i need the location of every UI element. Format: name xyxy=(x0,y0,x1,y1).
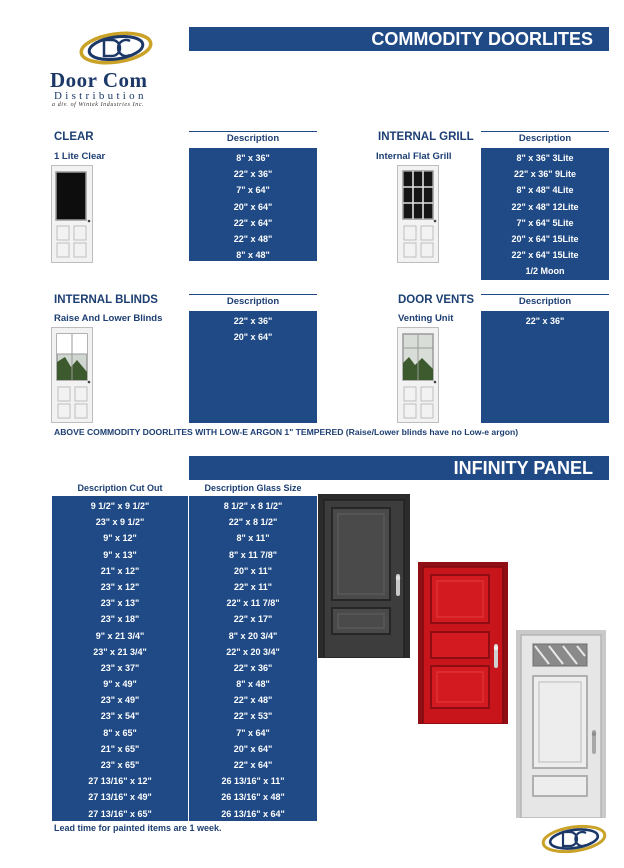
table-row: 23" x 18" xyxy=(100,614,140,625)
list-item: 8" x 48" 4Lite xyxy=(516,185,574,196)
table-row: 8" x 11" xyxy=(236,533,270,544)
table-row: 22" x 64" xyxy=(233,760,273,770)
list-item: 7" x 64" xyxy=(236,185,270,196)
table-row: 23" x 13" xyxy=(100,598,140,609)
table-row: 8" x 11 7/8" xyxy=(228,549,278,560)
door-vents-subtitle: Venting Unit xyxy=(398,313,454,324)
table-row: 9 1/2" x 9 1/2" xyxy=(90,501,150,511)
table-row: 22" x 17" xyxy=(233,614,273,625)
table-row: 20" x 11" xyxy=(233,565,273,576)
clear-description-list xyxy=(189,148,317,261)
table-row: 21" x 12" xyxy=(100,565,140,576)
table-row: 27 13/16" x 49" xyxy=(88,792,152,803)
infinity-red-door-image xyxy=(418,562,508,724)
table-row: 8" x 48" xyxy=(236,679,270,690)
table-row: 26 13/16" x 48" xyxy=(221,792,285,803)
clear-description-header: Description xyxy=(189,131,317,147)
internal-grill-door-image xyxy=(397,165,439,263)
table-row: 22" x 53" xyxy=(233,711,273,722)
table-row: 8 1/2" x 8 1/2" xyxy=(223,501,283,511)
table-row: 23" x 37" xyxy=(100,662,140,673)
door-vents-title: DOOR VENTS xyxy=(398,294,475,306)
door-com-logo-mark-icon xyxy=(78,28,154,68)
table-row: 9" x 13" xyxy=(103,549,137,560)
low-e-notice: ABOVE COMMODITY DOORLITES WITH LOW-E ARGON 1" TEMPERED (Raise/Lower blinds have no Low-e argon) xyxy=(54,427,519,437)
internal-blinds-description-header: Description xyxy=(189,294,317,310)
logo-division: a div. of Wintek Industries Inc. xyxy=(52,102,145,108)
table-row: 8" x 65" xyxy=(103,727,137,738)
lead-time-note: Lead time for painted items are 1 week. xyxy=(54,823,222,833)
internal-blinds-door-image xyxy=(51,327,93,423)
table-row: 26 13/16" x 11" xyxy=(221,776,285,787)
table-row: 20" x 64" xyxy=(233,743,273,754)
table-row: 9" x 21 3/4" xyxy=(95,630,145,641)
table-row: 22" x 11" xyxy=(233,581,273,592)
cut-out-header: Description Cut Out xyxy=(77,483,163,493)
list-item: 22" x 36" 9Lite xyxy=(513,169,577,180)
list-item: 22" x 36" xyxy=(233,316,273,326)
table-row: 7" x 64" xyxy=(236,727,270,738)
list-item: 20" x 64" xyxy=(233,201,273,212)
infinity-panel-title: INFINITY PANEL xyxy=(189,456,609,480)
list-item: 22" x 48" 12Lite xyxy=(511,201,579,212)
list-item: 22" x 48" xyxy=(233,233,273,244)
list-item: 22" x 36" xyxy=(525,316,565,326)
list-item: 8" x 48" xyxy=(236,250,270,261)
infinity-dark-door-image xyxy=(318,494,410,658)
internal-blinds-subtitle: Raise And Lower Blinds xyxy=(54,313,163,324)
internal-blinds-description-list xyxy=(189,311,317,423)
logo-name: Door Com xyxy=(50,68,148,92)
clear-door-image xyxy=(51,165,93,263)
list-item: 20" x 64" xyxy=(233,332,273,343)
door-com-logo xyxy=(50,26,190,106)
table-row: 8" x 20 3/4" xyxy=(228,630,278,641)
page-title: COMMODITY DOORLITES xyxy=(189,27,609,51)
table-row: 9" x 12" xyxy=(103,533,137,544)
table-row: 22" x 48" xyxy=(233,695,273,706)
internal-grill-subtitle: Internal Flat Grill xyxy=(376,151,452,162)
table-row: 23" x 49" xyxy=(100,695,140,706)
door-vents-description-header: Description xyxy=(481,294,609,310)
table-row: 23" x 12" xyxy=(100,581,140,592)
footer-logo-mark-icon xyxy=(540,822,608,856)
table-row: 22" x 11 7/8" xyxy=(226,598,280,609)
table-row: 23" x 21 3/4" xyxy=(93,646,147,657)
list-item: 8" x 36" xyxy=(236,153,270,163)
table-row: 23" x 65" xyxy=(100,760,140,770)
list-item: 1/2 Moon xyxy=(525,266,565,277)
list-item: 8" x 36" 3Lite xyxy=(516,153,574,163)
clear-title: CLEAR xyxy=(54,131,94,143)
glass-size-header: Description Glass Size xyxy=(204,483,302,493)
table-row: 22" x 20 3/4" xyxy=(226,646,280,657)
cut-out-list xyxy=(52,496,188,821)
door-vents-door-image xyxy=(397,327,439,423)
list-item: 20" x 64" 15Lite xyxy=(511,233,579,244)
table-row: 22" x 36" xyxy=(233,662,273,673)
table-row: 23" x 9 1/2" xyxy=(95,517,145,528)
internal-grill-title: INTERNAL GRILL xyxy=(378,131,474,143)
list-item: 22" x 64" 15Lite xyxy=(511,250,579,261)
table-row: 27 13/16" x 65" xyxy=(88,808,152,819)
clear-subtitle: 1 Lite Clear xyxy=(54,151,106,162)
infinity-white-door-image xyxy=(516,630,606,818)
internal-blinds-title: INTERNAL BLINDS xyxy=(54,294,158,306)
table-row: 9" x 49" xyxy=(103,679,137,690)
list-item: 22" x 36" xyxy=(233,169,273,180)
table-row: 23" x 54" xyxy=(100,711,140,722)
logo-distribution: Distribution xyxy=(54,90,147,102)
table-row: 22" x 8 1/2" xyxy=(228,517,278,528)
glass-size-list xyxy=(189,496,317,821)
table-row: 26 13/16" x 64" xyxy=(221,808,285,819)
list-item: 22" x 64" xyxy=(233,217,273,228)
table-row: 27 13/16" x 12" xyxy=(88,776,152,787)
list-item: 7" x 64" 5Lite xyxy=(516,217,574,228)
door-vents-description-list xyxy=(481,311,609,423)
internal-grill-description-list xyxy=(481,148,609,280)
table-row: 21" x 65" xyxy=(100,743,140,754)
internal-grill-description-header: Description xyxy=(481,131,609,147)
